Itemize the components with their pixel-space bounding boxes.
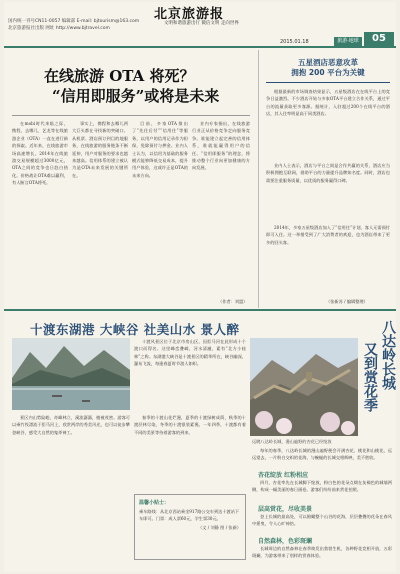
- sidebar-paragraph-3: [266, 224, 390, 296]
- article3-section1-text: 四月，杏花率先在长城脚下绽放，粉白色的花朵点缀在灰褐色的城墙两侧，构成一幅美丽的春日画卷。游客们纷纷前来赏花拍照。: [252, 480, 392, 493]
- sidebar-headline: [266, 58, 390, 78]
- vertical-title-col1: 八达岭长城: [380, 320, 396, 390]
- sidebar-paragraph-2: [266, 162, 390, 222]
- article1-byline: （作者：刘盟）: [218, 299, 248, 304]
- lake-scene-image: [12, 338, 130, 410]
- article1-headline: [44, 66, 264, 106]
- sidebar-paragraph-1: [266, 88, 390, 160]
- sidebar-text-2: 业内人士表示，酒店与平台之间是合作共赢的关系，酒店应当积极拥抱互联网，借助平台的力量提升品牌知名度。同时，酒店也需要注重服务质量，以优质的服务赢得口碑。: [266, 163, 390, 183]
- page-number: 05: [364, 32, 394, 46]
- article3-section-1: [252, 479, 392, 501]
- article2-col3-text: 春季的十渡山花烂漫，夏季的十渡绿树成荫，秋季的十渡层林尽染，冬季的十渡银装素裹。一年四季，十渡都有着不同的美景等待着游客的到来。: [134, 415, 246, 435]
- article2-column-1: [134, 338, 246, 410]
- newspaper-page: [4, 2, 396, 572]
- article2-col2-text: 景区内山势险峻，奇峰林立，溪流潺潺，植被茂密。游客可以乘竹筏漂流于拒马河上，欣赏两岸的秀美风光，也可以徒步攀登峡谷，感受大自然的鬼斧神工。: [12, 415, 130, 435]
- masthead-info-line: 国内统一刊号CN11-0057 编辑部 E-mail: bjtourism@163.com: [8, 19, 140, 24]
- masthead-divider: [4, 46, 396, 48]
- lake-photo: [12, 338, 130, 410]
- newspaper-title: 北京旅游报: [154, 7, 225, 22]
- article3-section-3: [252, 545, 392, 567]
- sidebar-headline-line2: 拥抱 200 平台为关键: [291, 68, 365, 77]
- masthead: [4, 2, 396, 46]
- article3-section-2: [252, 513, 392, 533]
- tips-text: 乘车路线：从北京西站乘坐917路公交车到达十渡站下车即可。门票：成人票60元，学生票30元。: [139, 509, 240, 521]
- article2-col1-text: 十渡风景区位于北京市房山区，因拒马河在此形成十个渡口而得名。这里峰峦叠嶂，河水清澈，素有“北方小桂林”之称。东湖港大峡谷是十渡景区的精华所在，峡谷幽深，瀑布飞流，每逢春夏时节游人如织。: [134, 339, 246, 367]
- article1-column-2: [72, 120, 128, 306]
- sidebar-headline-line1: 五星酒店恶意攻革: [298, 58, 358, 67]
- article1-col3-text: 目前，多家OTA推出了“先住后付”“信用住”等服务，以用户的信用记录作为担保，免除预付与押金。业内人士认为，以信用为基础的服务模式能够降低交易成本，提升用户体验，这或许正是OTA的未来方向。: [132, 121, 188, 178]
- article3-section2-text: 登上长城的最高处，可以俯瞰整个山谷的花海，层层叠叠的花朵在春风中摇曳，令人心旷神怡。: [252, 514, 392, 527]
- article1-col2-text: 事实上，携程和去哪儿两大巨头都在寻找新的突破口。从机票、酒店预订到目的地服务，在线旅游的服务链条不断延伸，用户对服务的要求也越来越高。信用体系的建立被认为是OTA未来发展的关键所在。: [72, 121, 128, 178]
- sidebar-headline-divider: [266, 82, 390, 83]
- article2-byline: （文 / 刘静 图 / 张新）: [198, 525, 241, 530]
- article1-col1-text: 在mobi时代来临之际，携程、去哪儿、艺龙等在线旅游企业（OTA）一直在进行新的探索。近年来，在线旅游市场高速增长，2014年在线旅游交易规模超过3000亿元，OTA之间的竞争也日趋白热化。价格战让OTA难以赢利，有人断言OTA将死。: [12, 121, 68, 186]
- issue-date: 2015.01.18: [280, 39, 309, 45]
- masthead-publisher-line: 北京旅游报社出版 网址 http://www.bjtravel.com: [8, 26, 110, 31]
- article3-section3-text: 长城周边的自然森林在春季焕发出勃勃生机，各种野花竞相开放，五彩斑斓，为游客带来了别样的赏春体验。: [252, 546, 392, 559]
- article1-headline-line2: “信用即服务”或将是未来: [52, 87, 220, 105]
- photo-caption: 远眺八达岭长城，漫山遍野的杏花已经绽放: [252, 439, 332, 444]
- article1-col4-text: 业内专家指出，在线旅游行业正从价格竞争走向服务竞争。谁能建立起完善的信用体系，谁就能赢得用户的信任。“信用即服务”的理念，将推动整个行业向更加健康的方向发展。: [192, 121, 250, 171]
- section-divider: [4, 309, 396, 311]
- travel-tips-box: [134, 494, 246, 560]
- tips-title: 温馨小贴士：: [139, 500, 170, 506]
- article3-vertical-title: [360, 320, 396, 430]
- subheading-apricot-blossom: 杏花绽放 红粉相应: [258, 472, 309, 479]
- article1-column-1: [12, 120, 68, 306]
- masthead-slogan: 文明和谐旅游出行 微信文明 走向世界: [164, 21, 239, 26]
- article1-column-4: [192, 120, 250, 298]
- article3-intro: [252, 447, 392, 469]
- article3-intro-text: 每年的春季，八达岭长城的漫山遍野便会开满杏花、桃花和山桃花，远远望去，一片粉白交织的花海，与蜿蜒的长城交相辉映，美不胜收。: [252, 448, 392, 461]
- article1-headline-line1: 在线旅游 OTA 将死？: [44, 67, 195, 85]
- article2-headline: 十渡东湖港 大峡谷 社美山水 景人醉: [30, 322, 240, 337]
- article2-column-2: [12, 414, 130, 564]
- article2-column-3: [134, 414, 246, 490]
- great-wall-photo: [250, 338, 358, 436]
- sidebar-text-3: 2014年，多家五星级酒店加入了“信用住”计划，客人无需预付即可入住。这一举措受到了广大消费者的欢迎，也为酒店带来了更多的回头客。: [266, 225, 390, 245]
- sidebar-text-1: 根据最新的市场调查结果显示，五星级酒店在在线平台上的竞争日益激烈。不少酒店开始与多家OTA平台建立合作关系，通过平台的流量获取更多客源。据统计，入驻超过200个在线平台的酒店，其入住率明显高于同类酒店。: [266, 89, 390, 117]
- headline-divider: [12, 115, 250, 116]
- subheading-high-view: 层高赏花，尽收美景: [258, 506, 313, 513]
- article1-column-3: [132, 120, 188, 306]
- section-label: 旅游·地球: [334, 37, 362, 46]
- vertical-title-col2: 又到赏花季: [362, 342, 378, 412]
- great-wall-image: [250, 338, 358, 436]
- sidebar-byline: （张新苏 / 编辑整理）: [326, 299, 368, 304]
- subheading-forest-colors: 自然森林，色彩斑斓: [258, 538, 313, 545]
- sidebar-divider: [258, 50, 259, 308]
